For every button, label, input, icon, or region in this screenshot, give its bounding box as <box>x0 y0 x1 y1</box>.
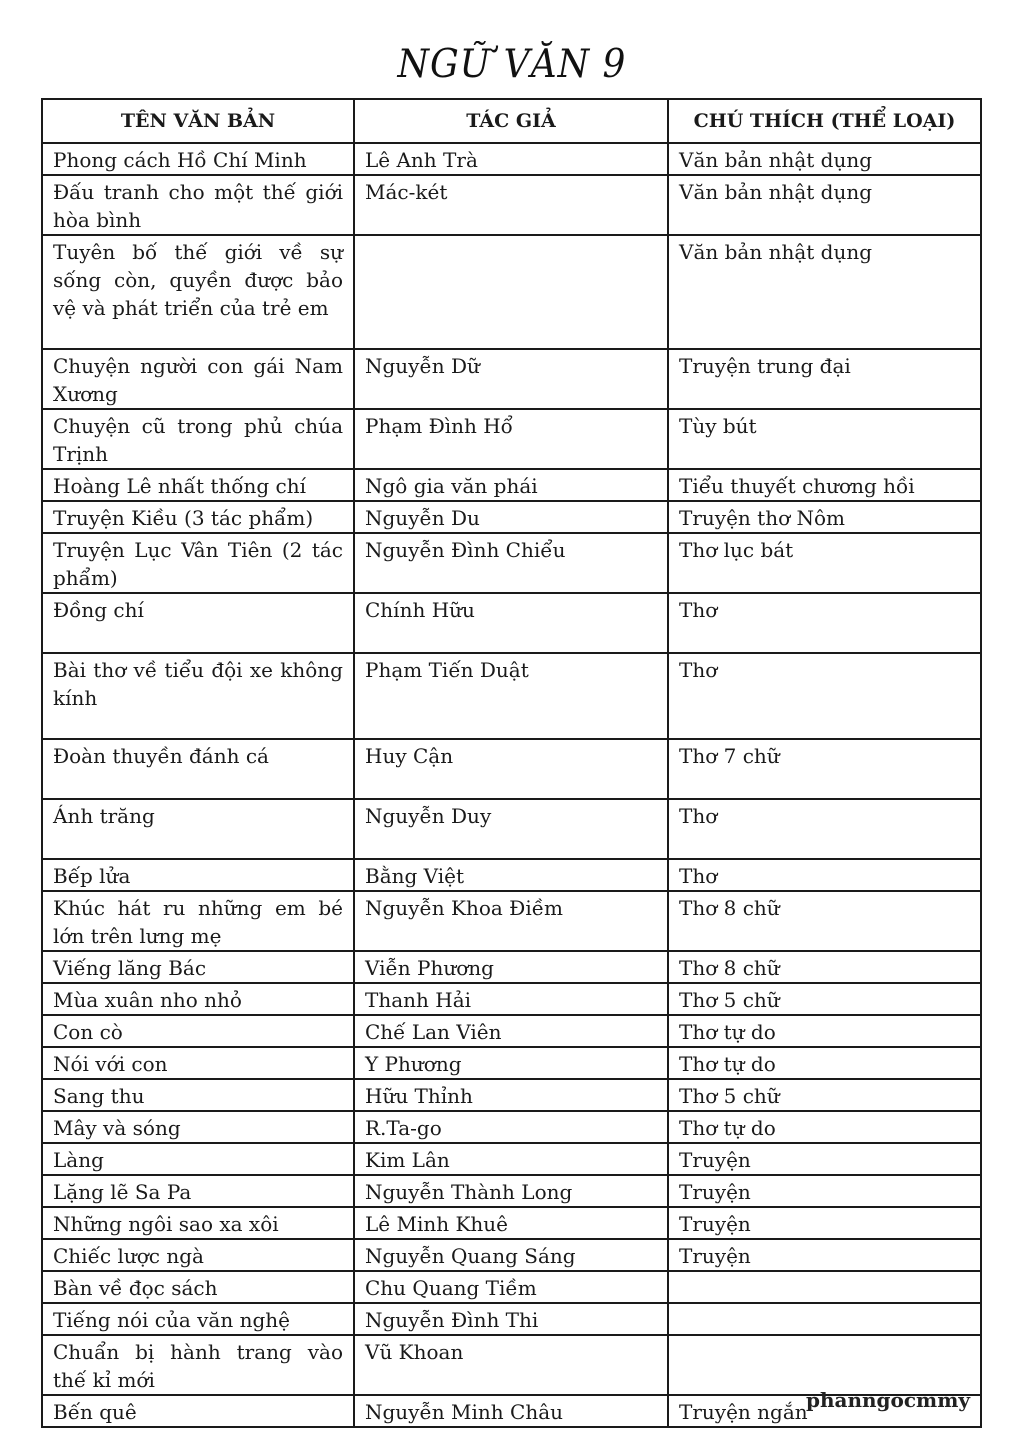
author-cell: Huy Cận <box>354 739 668 799</box>
author-cell: Nguyễn Thành Long <box>354 1175 668 1207</box>
table-row <box>42 1079 981 1111</box>
work-title-cell: Mùa xuân nho nhỏ <box>42 983 354 1015</box>
table-row <box>42 533 981 593</box>
author-cell: Y Phương <box>354 1047 668 1079</box>
genre-cell: Truyện trung đại <box>668 349 981 409</box>
author-cell: Lê Minh Khuê <box>354 1207 668 1239</box>
author-cell: Nguyễn Duy <box>354 799 668 859</box>
genre-cell: Thơ <box>668 799 981 859</box>
author-cell: Nguyễn Minh Châu <box>354 1395 668 1427</box>
table-row <box>42 1175 981 1207</box>
genre-cell: Tiểu thuyết chương hồi <box>668 469 981 501</box>
genre-cell: Thơ tự do <box>668 1047 981 1079</box>
work-title-cell: Chiếc lược ngà <box>42 1239 354 1271</box>
author-cell: Thanh Hải <box>354 983 668 1015</box>
genre-cell: Thơ 5 chữ <box>668 1079 981 1111</box>
table-header-row <box>42 99 981 143</box>
work-title-cell: Ánh trăng <box>42 799 354 859</box>
author-cell: Nguyễn Khoa Điềm <box>354 891 668 951</box>
genre-cell: Văn bản nhật dụng <box>668 143 981 175</box>
genre-cell: Thơ <box>668 653 981 739</box>
author-cell: Chính Hữu <box>354 593 668 653</box>
author-cell: Chế Lan Viên <box>354 1015 668 1047</box>
table-row <box>42 175 981 235</box>
author-cell: Chu Quang Tiềm <box>354 1271 668 1303</box>
table-row <box>42 653 981 739</box>
author-cell: Nguyễn Dữ <box>354 349 668 409</box>
table-row <box>42 1143 981 1175</box>
work-title-cell: Bếp lửa <box>42 859 354 891</box>
genre-cell: Thơ 5 chữ <box>668 983 981 1015</box>
table-row <box>42 143 981 175</box>
author-cell: R.Ta-go <box>354 1111 668 1143</box>
genre-cell: Truyện <box>668 1239 981 1271</box>
genre-cell: Thơ tự do <box>668 1111 981 1143</box>
author-cell: Phạm Đình Hổ <box>354 409 668 469</box>
genre-cell: Thơ 7 chữ <box>668 739 981 799</box>
work-title-cell: Đoàn thuyền đánh cá <box>42 739 354 799</box>
work-title-cell: Nói với con <box>42 1047 354 1079</box>
work-title-cell: Hoàng Lê nhất thống chí <box>42 469 354 501</box>
genre-cell: Văn bản nhật dụng <box>668 175 981 235</box>
work-title-cell: Những ngôi sao xa xôi <box>42 1207 354 1239</box>
table-row <box>42 951 981 983</box>
table-row <box>42 1303 981 1335</box>
genre-cell: Truyện <box>668 1207 981 1239</box>
work-title-cell: Sang thu <box>42 1079 354 1111</box>
work-title-cell: Mây và sóng <box>42 1111 354 1143</box>
genre-cell: Tùy bút <box>668 409 981 469</box>
table-row <box>42 799 981 859</box>
table-row <box>42 469 981 501</box>
genre-cell: Truyện ngắn <box>668 1395 981 1427</box>
page-title: NGỮ VĂN 9 <box>397 42 627 87</box>
work-title-cell: Truyện Lục Vân Tiên (2 tác phẩm) <box>42 533 354 593</box>
table-row <box>42 983 981 1015</box>
work-title-cell: Chuẩn bị hành trang vào thế kỉ mới <box>42 1335 354 1395</box>
author-cell: Hữu Thỉnh <box>354 1079 668 1111</box>
table-row <box>42 235 981 349</box>
author-cell: Viễn Phương <box>354 951 668 983</box>
work-title-cell: Chuyện cũ trong phủ chúa Trịnh <box>42 409 354 469</box>
genre-cell: Thơ tự do <box>668 1015 981 1047</box>
table-row <box>42 501 981 533</box>
table-row <box>42 859 981 891</box>
table-row <box>42 739 981 799</box>
work-title-cell: Bài thơ về tiểu đội xe không kính <box>42 653 354 739</box>
work-title-cell: Viếng lăng Bác <box>42 951 354 983</box>
author-cell: Phạm Tiến Duật <box>354 653 668 739</box>
author-cell: Nguyễn Đình Thi <box>354 1303 668 1335</box>
genre-cell: Thơ lục bát <box>668 533 981 593</box>
table-row <box>42 1015 981 1047</box>
author-cell: Lê Anh Trà <box>354 143 668 175</box>
author-cell: Kim Lân <box>354 1143 668 1175</box>
header-work-title: TÊN VĂN BẢN <box>42 99 354 143</box>
author-cell: Mác-két <box>354 175 668 235</box>
genre-cell: Thơ <box>668 859 981 891</box>
table-row <box>42 1047 981 1079</box>
literature-table <box>41 98 982 1428</box>
genre-cell <box>668 1335 981 1395</box>
header-genre: CHÚ THÍCH (THỂ LOẠI) <box>668 99 981 143</box>
work-title-cell: Làng <box>42 1143 354 1175</box>
work-title-cell: Khúc hát ru những em bé lớn trên lưng mẹ <box>42 891 354 951</box>
author-cell: Vũ Khoan <box>354 1335 668 1395</box>
genre-cell: Thơ <box>668 593 981 653</box>
work-title-cell: Lặng lẽ Sa Pa <box>42 1175 354 1207</box>
genre-cell: Truyện <box>668 1143 981 1175</box>
author-cell: Nguyễn Du <box>354 501 668 533</box>
table-row <box>42 593 981 653</box>
table-row <box>42 1111 981 1143</box>
table-row <box>42 349 981 409</box>
header-author: TÁC GIẢ <box>354 99 668 143</box>
table-row <box>42 1207 981 1239</box>
work-title-cell: Chuyện người con gái Nam Xương <box>42 349 354 409</box>
genre-cell: Thơ 8 chữ <box>668 951 981 983</box>
author-cell: Ngô gia văn phái <box>354 469 668 501</box>
work-title-cell: Phong cách Hồ Chí Minh <box>42 143 354 175</box>
genre-cell <box>668 1303 981 1335</box>
table-row <box>42 891 981 951</box>
author-cell: Nguyễn Quang Sáng <box>354 1239 668 1271</box>
table-row <box>42 1271 981 1303</box>
table-row <box>42 1335 981 1395</box>
genre-cell: Truyện thơ Nôm <box>668 501 981 533</box>
work-title-cell: Con cò <box>42 1015 354 1047</box>
genre-cell: Thơ 8 chữ <box>668 891 981 951</box>
work-title-cell: Đồng chí <box>42 593 354 653</box>
author-cell <box>354 235 668 349</box>
author-cell: Bằng Việt <box>354 859 668 891</box>
genre-cell <box>668 1271 981 1303</box>
genre-cell: Truyện <box>668 1175 981 1207</box>
work-title-cell: Bến quê <box>42 1395 354 1427</box>
author-signature: phanngocmmy <box>805 1388 970 1412</box>
work-title-cell: Truyện Kiều (3 tác phẩm) <box>42 501 354 533</box>
work-title-cell: Tuyên bố thế giới về sự sống còn, quyền được bảo vệ và phát triển của trẻ em <box>42 235 354 349</box>
genre-cell: Văn bản nhật dụng <box>668 235 981 349</box>
work-title-cell: Đấu tranh cho một thế giới hòa bình <box>42 175 354 235</box>
work-title-cell: Bàn về đọc sách <box>42 1271 354 1303</box>
work-title-cell: Tiếng nói của văn nghệ <box>42 1303 354 1335</box>
author-cell: Nguyễn Đình Chiểu <box>354 533 668 593</box>
table-row <box>42 409 981 469</box>
table-row <box>42 1239 981 1271</box>
